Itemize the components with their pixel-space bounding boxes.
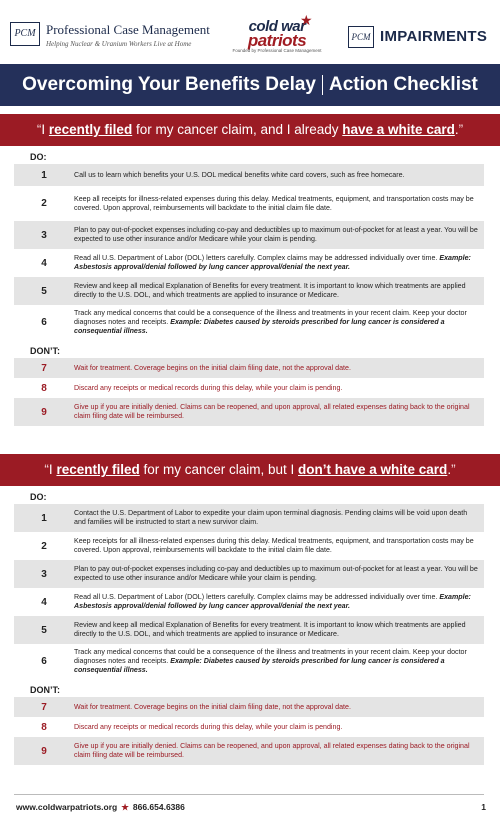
dont-label: DON’T: — [30, 346, 60, 356]
item-body: Plan to pay out-of-pocket expenses including co-pay and deductibles up to maximum out-of-pocket for at least a year. You will be expected to use other insurance and/or Medicare while your claim is pending. — [74, 226, 478, 243]
do-item — [14, 504, 484, 532]
item-body: Wait for treatment. Coverage begins on the initial claim filing date, not the approval date. — [74, 363, 351, 372]
item-text — [74, 723, 484, 732]
item-example: Example: Diabetes caused by steroids prescribed for lung cancer is considered a consequential illness. — [74, 318, 445, 335]
item-number: 6 — [41, 317, 47, 328]
do-item — [14, 532, 484, 560]
pcm-name: Professional Case Management — [46, 22, 210, 37]
item-body: Give up if you are initially denied. Claims can be reopened, and upon approval, all related expenses dating back to the original claim filing date will be reimbursed. — [74, 742, 470, 759]
quote-open: “ — [36, 122, 42, 137]
do-item — [14, 164, 484, 186]
pcm-impairments-logo-icon: PCM — [348, 26, 374, 48]
item-body: Read all U.S. Department of Labor (DOL) letters carefully. Complex claims may be addressed individually over time. — [74, 254, 440, 262]
item-body: Read all U.S. Department of Labor (DOL) letters carefully. Complex claims may be addressed individually over time. — [74, 593, 440, 601]
item-number: 4 — [41, 596, 47, 608]
quote-close: ” — [458, 122, 464, 137]
quote-bar — [0, 454, 500, 486]
item-number: 9 — [41, 406, 47, 418]
do-item — [14, 305, 484, 340]
dont-item — [14, 358, 484, 378]
pcm-tagline: Helping Nuclear & Uranium Workers Live at Home — [46, 40, 192, 48]
item-number: 8 — [41, 382, 47, 394]
quote-post: . — [447, 462, 452, 477]
phone-number[interactable]: 866.654.6386 — [132, 802, 185, 812]
impairments-text: IMPAIRMENTS — [380, 28, 488, 45]
quote-underlined-1: recently filed — [48, 122, 133, 137]
title-banner — [0, 64, 500, 106]
item-text — [74, 254, 484, 272]
dont-item — [14, 398, 484, 426]
quote-bar — [0, 114, 500, 146]
quote-close: ” — [451, 462, 456, 477]
quote-pre: I — [48, 462, 57, 477]
item-body: Call us to learn which benefits your U.S. DOL medical benefits white card covers, such as free homecare. — [74, 170, 405, 179]
item-body: Review and keep all medical Explanation of Benefits for every treatment. It is important to know which treatments are applied directly to the U.S. DOL, and which treatments are applied to insurance or Medicare. — [74, 621, 466, 638]
item-text — [74, 384, 484, 393]
section-has-white-card — [0, 114, 500, 426]
footer-contact — [16, 802, 185, 813]
item-text — [74, 171, 484, 180]
quote-underlined-1: recently filed — [56, 462, 140, 477]
do-item — [14, 221, 484, 249]
do-item — [14, 186, 484, 221]
dont-item — [14, 717, 484, 737]
footer-divider — [14, 794, 484, 795]
item-number: 5 — [41, 285, 47, 297]
footer — [0, 790, 500, 827]
item-number: 9 — [41, 745, 47, 757]
dont-label: DON’T: — [30, 685, 60, 695]
do-item — [14, 277, 484, 305]
item-number: 7 — [41, 362, 47, 374]
item-body: Review and keep all medical Explanation of Benefits for every treatment. It is important to know which treatments are applied directly to the U.S. DOL, and which treatments are applied to insurance or Medicare. — [74, 282, 466, 299]
quote-underlined-2: don’t have a white card — [298, 462, 448, 477]
item-text — [74, 364, 484, 373]
item-body: Contact the U.S. Department of Labor to expedite your claim upon terminal diagnosis. Pending claims will be void upon death and families will be instructed to start a new survivor claim. — [74, 509, 468, 526]
page-number: 1 — [481, 802, 486, 812]
dont-item — [14, 737, 484, 765]
dont-list — [0, 358, 500, 426]
item-body: Give up if you are initially denied. Claims can be reopened, and upon approval, all related expenses dating back to the original claim filing date will be reimbursed. — [74, 403, 470, 420]
item-text — [74, 593, 484, 611]
item-number: 1 — [41, 169, 47, 181]
item-number: 5 — [41, 624, 47, 636]
item-text — [74, 648, 484, 675]
item-number: 1 — [41, 512, 47, 524]
dont-item — [14, 697, 484, 717]
do-item — [14, 588, 484, 616]
item-text — [74, 226, 484, 244]
item-text — [74, 742, 484, 760]
item-body: Keep all receipts for illness-related expenses during this delay. Medical treatments, equipment, and transportation costs may be covered. Upon approval, reimbursements will backdate to the initial claim file date. — [74, 194, 474, 212]
item-example: Example: Diabetes caused by steroids prescribed for lung cancer is considered a consequential illness. — [74, 657, 445, 674]
item-text — [74, 509, 484, 527]
do-list — [0, 164, 500, 340]
section-no-white-card — [0, 454, 500, 765]
quote-mid: for my cancer claim, and I already — [132, 122, 343, 137]
item-body: Discard any receipts or medical records during this delay, while your claim is pending. — [74, 383, 343, 392]
quote-pre: I — [41, 122, 49, 137]
do-label: DO: — [30, 152, 47, 162]
item-text — [74, 621, 484, 639]
quote-open: “ — [44, 462, 49, 477]
cold-war-patriots-logo — [222, 20, 332, 53]
item-text — [74, 403, 484, 421]
pcm-logo-icon: PCM — [10, 22, 40, 46]
cwp-subtitle: Founded by Professional Case Management — [232, 48, 322, 53]
item-number: 3 — [41, 229, 47, 241]
cwp-line2: patriots — [247, 31, 307, 50]
star-icon: ★ — [300, 12, 313, 28]
item-number: 6 — [41, 656, 47, 667]
item-number: 2 — [41, 198, 47, 209]
title-right: Action Checklist — [329, 74, 478, 95]
item-example: Example: Asbestosis approval/denial followed by lung cancer approval/denial the next year. — [74, 254, 471, 271]
item-number: 7 — [41, 701, 47, 713]
header — [0, 0, 500, 62]
quote-post: . — [454, 122, 459, 137]
item-number: 4 — [41, 257, 47, 269]
item-body: Track any medical concerns that could be a consequence of the illness and treatments in your recent claim. Keep your doctor diagnoses notes and receipts. — [74, 309, 467, 326]
do-item — [14, 249, 484, 277]
quote-mid: for my cancer claim, but I — [139, 462, 299, 477]
item-body: Keep receipts for all illness-related expenses during this delay. Medical treatments, equipment, and transportation costs may be covered. Upon approval, reimbursements will backdate to the initial claim file date. — [74, 537, 474, 554]
title-divider — [322, 75, 323, 95]
item-example: Example: Asbestosis approval/denial followed by lung cancer approval/denial the next year. — [74, 593, 471, 610]
item-body: Discard any receipts or medical records during this delay, while your claim is pending. — [74, 722, 343, 731]
do-item — [14, 560, 484, 588]
item-text — [74, 309, 484, 336]
star-icon: ★ — [121, 802, 129, 812]
item-text — [74, 703, 484, 712]
quote-underlined-2: have a white card — [342, 122, 455, 137]
item-text — [74, 537, 484, 555]
item-body: Track any medical concerns that could be a consequence of the illness and treatments in your recent claim. Keep your doctor diagnoses notes and receipts. — [74, 648, 467, 665]
do-item — [14, 644, 484, 679]
dont-item — [14, 378, 484, 398]
item-body: Plan to pay out-of-pocket expenses including co-pay and deductibles up to maximum out-of-pocket for at least a year. You will be expected to use other insurance and/or Medicare while your claim is pending. — [74, 565, 478, 582]
do-label: DO: — [30, 492, 47, 502]
cwp-line1: cold war — [248, 18, 306, 35]
title-left: Overcoming Your Benefits Delay — [22, 74, 316, 95]
item-number: 2 — [41, 540, 47, 552]
dont-list — [0, 697, 500, 765]
item-number: 8 — [41, 721, 47, 733]
item-body: Wait for treatment. Coverage begins on the initial claim filing date, not the approval date. — [74, 702, 351, 711]
item-text — [74, 565, 484, 583]
item-number: 3 — [41, 568, 47, 580]
do-list — [0, 504, 500, 679]
item-text — [74, 282, 484, 300]
website-link[interactable]: www.coldwarpatriots.org — [16, 802, 118, 812]
item-text — [74, 195, 484, 213]
do-item — [14, 616, 484, 644]
